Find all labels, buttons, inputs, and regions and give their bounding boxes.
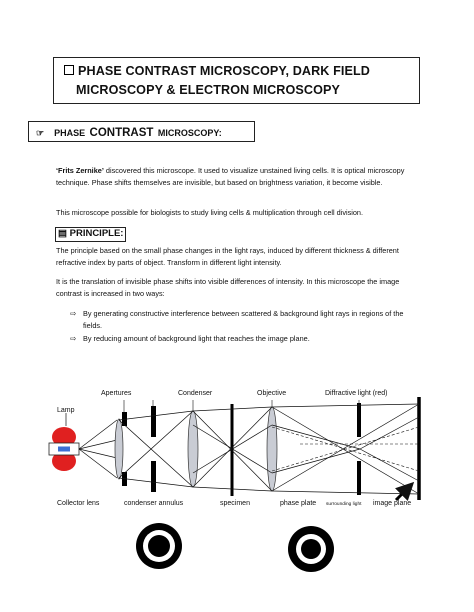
label-condenser: Condenser: [178, 390, 213, 397]
intro-paragraph-2: This microscope possible for biologists to study living cells & multiplication through cell division.: [56, 208, 364, 217]
condenser-lens: [188, 411, 198, 487]
pointing-hand-icon: ☞: [36, 128, 45, 138]
label-objective: Objective: [257, 390, 287, 397]
page-title-line-2: MICROSCOPY & ELECTRON MICROSCOPY: [76, 83, 340, 97]
principle-paragraph-2: It is the translation of invisible phase shifts into visible differences of intensity. In this microscope the image contrast is increased in two ways:: [56, 277, 400, 299]
section-heading-emphasis: CONTRAST: [89, 127, 154, 139]
label-image-plane: image plane: [373, 500, 412, 507]
label-pointers: [124, 400, 359, 420]
list-icon: ▤: [58, 228, 67, 239]
lamp-rays: [79, 420, 117, 478]
principle-paragraph-1: The principle based on the small phase changes in the light rays, induced by different thickness & different refractive index by parts of object. Transform in different light intensity.: [56, 246, 399, 268]
label-surrounding-light: surrounding light: [326, 502, 362, 507]
condenser-annulus-icon: [136, 523, 182, 569]
section-heading-prefix: PHASE: [54, 128, 86, 138]
principle-heading-text: PRINCIPLE:: [69, 228, 124, 239]
label-collector-lens: Collector lens: [57, 500, 100, 507]
label-specimen: specimen: [220, 500, 250, 507]
label-diffractive-light: Diffractive light (red): [325, 390, 388, 397]
label-condenser-annulus: condenser annulus: [124, 500, 184, 507]
diffractive-rays: [272, 427, 419, 471]
intro-paragraph-1-text: discovered this microscope. It used to visualize unstained living cells. It is optical microscopy technique. Phase shifts themselves are invisible, but based on brightness variation, it become visible.: [56, 166, 405, 188]
bullet-text-1: By generating constructive interference between scattered & background light rays in regions of the fields.: [83, 309, 404, 330]
label-phase-plate: phase plate: [280, 500, 317, 507]
collector-lens: [115, 419, 123, 479]
arrow-bullet-icon: ⇨: [70, 334, 77, 343]
bullet-text-2: By reducing amount of background light that reaches the image plane.: [83, 334, 310, 343]
lamp-icon: [49, 427, 79, 471]
title-line-1-text: PHASE CONTRAST MICROSCOPY, DARK FIELD: [78, 64, 370, 78]
inventor-name: ‘Frits Zernike’: [56, 166, 104, 175]
label-lamp: Lamp: [57, 407, 75, 414]
section-heading-suffix: MICROSCOPY:: [157, 128, 222, 138]
phase-plate-annulus-icon: [288, 526, 334, 572]
label-apertures: Apertures: [101, 390, 132, 397]
arrow-bullet-icon: ⇨: [70, 309, 77, 318]
objective-lens: [267, 407, 277, 491]
image-plane-arrow: [396, 484, 412, 500]
